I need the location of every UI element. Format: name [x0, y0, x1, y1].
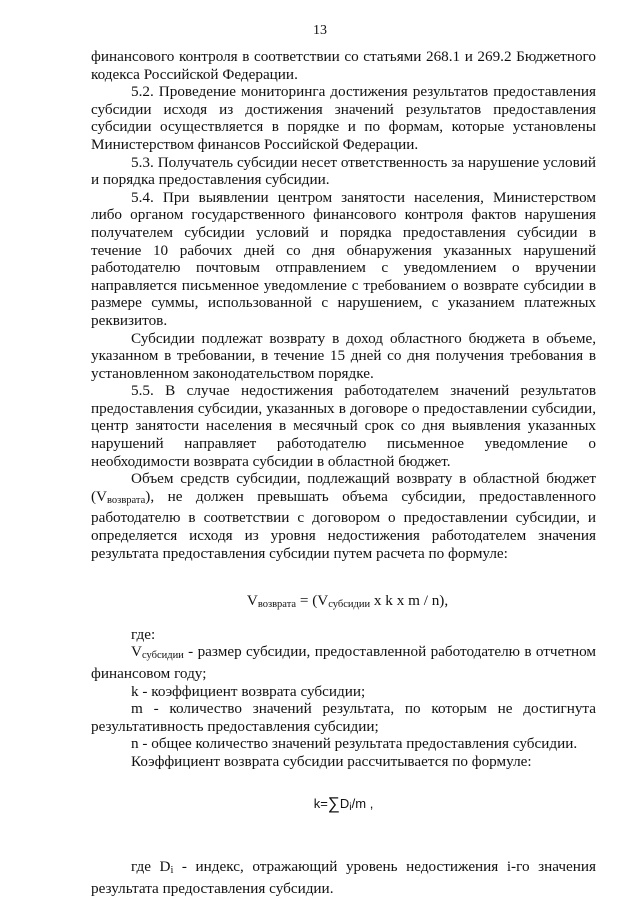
definition-k: k - коэффициент возврата субсидии;	[131, 682, 366, 700]
sum-symbol: ∑	[327, 793, 340, 813]
document-body	[91, 48, 596, 897]
paragraph-refund-terms: Субсидии подлежат возврату в доход областного бюджета в объеме, указанном в требовании, в течение 15 дней со дня получения требования в установленном законодательством порядке.	[91, 329, 596, 382]
refund-volume-text-start: Объем средств субсидии, подлежащий возврату в областной бюджет (V	[91, 470, 596, 505]
page-number: 13	[313, 23, 327, 38]
paragraph-continuation: финансового контроля в соответствии со статьями 268.1 и 269.2 Бюджетного кодекса Российской Федерации.	[91, 48, 596, 83]
where-label: где:	[131, 625, 156, 643]
refund-formula: Vвозврата = (Vсубсидии x k x m / n),	[246, 592, 449, 611]
coefficient-formula: k=∑Di/m ,	[313, 793, 374, 813]
definition-m: m - количество значений результата, по которым не достигнута результативность предоставления субсидии;	[91, 700, 596, 735]
paragraph-5-2: 5.2. Проведение мониторинга достижения результатов предоставления субсидии исходя из достижения значений результатов предоставления субсидии осуществляется в порядке и по формам, которые установлены Министерством финансов Российской Федерации.	[91, 83, 596, 153]
refund-volume-text-end: ), не должен превышать объема субсидии, предоставленного работодателю в соответствии с договором о предоставлении субсидии, и определяется исходя из уровня недостижения работодателем значения результата предоставления субсидии путем расчета по формуле:	[91, 487, 596, 562]
paragraph-5-4: 5.4. При выявлении центром занятости населения, Министерством либо органом государственного финансового контроля фактов нарушения получателем субсидии условий и порядка предоставления субсидии в течение 10 рабочих дней со дня обнаружения указанных нарушений работодателю почтовым отправлением с уведомлением о вручении направляется письменное уведомление с требованием о возврате субсидии в размере суммы, использованной с нарушением, с указанием платежных реквизитов.	[91, 188, 596, 329]
paragraph-refund-volume	[91, 470, 596, 562]
definition-v-subsidy: Vсубсидии - размер субсидии, предоставленной работодателю в отчетном финансовом году;	[91, 643, 596, 682]
paragraph-5-5: 5.5. В случае недостижения работодателем значений результатов предоставления субсидии, указанных в договоре о предоставлении субсидии, центр занятости населения в месячный срок со дня выявления указанных нарушений направляет работодателю письменное уведомление о необходимости возврата субсидии в областной бюджет.	[91, 382, 596, 470]
refund-volume-subscript: возврата	[107, 494, 146, 506]
definition-di: где Di - индекс, отражающий уровень недостижения i-го значения результата предоставления субсидии.	[91, 858, 596, 897]
coefficient-intro: Коэффициент возврата субсидии рассчитывается по формуле:	[131, 752, 532, 770]
definition-n: n - общее количество значений результата предоставления субсидии.	[131, 735, 578, 753]
paragraph-5-3: 5.3. Получатель субсидии несет ответственность за нарушение условий и порядка предоставления субсидии.	[91, 153, 596, 189]
